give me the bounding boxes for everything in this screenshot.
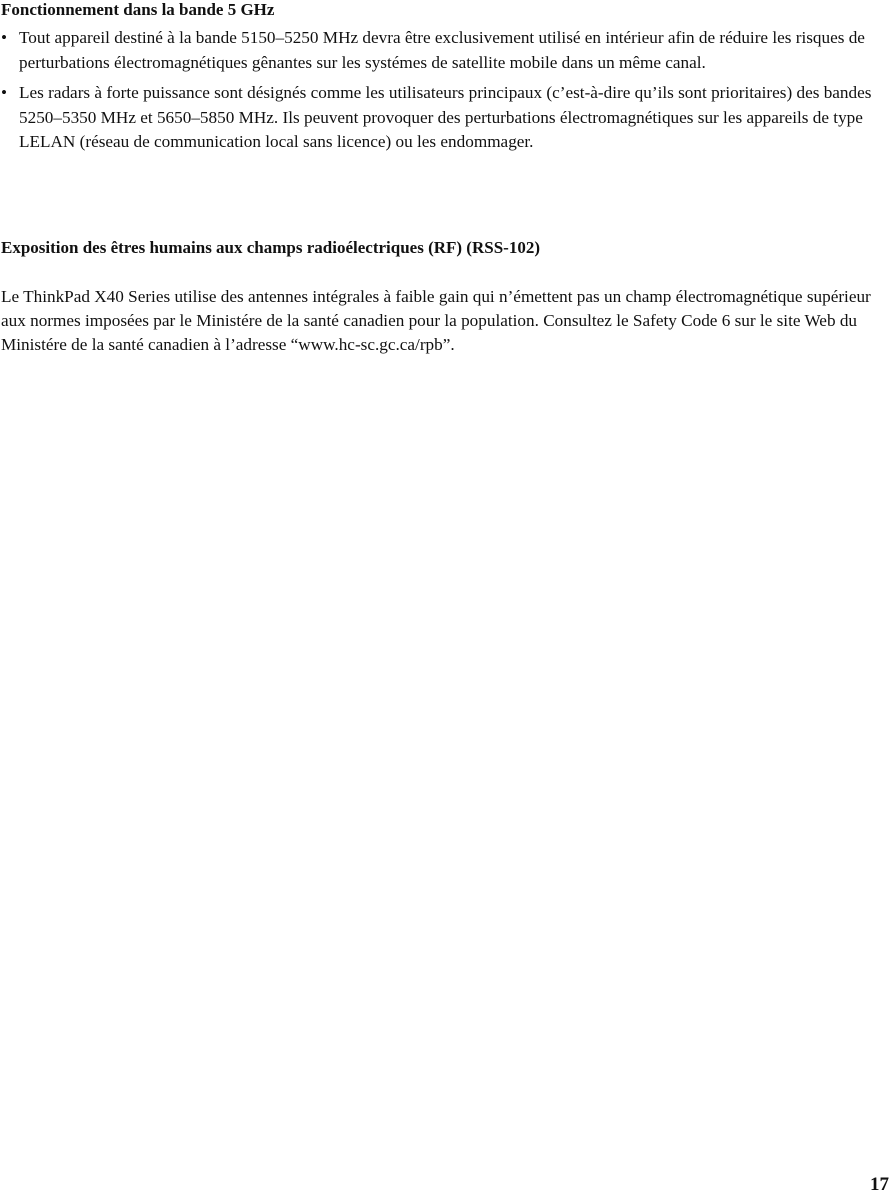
bullet-list: [1, 26, 879, 161]
page-number: 17: [870, 1174, 889, 1195]
bullet-icon: •: [1, 83, 8, 103]
list-item: [1, 81, 879, 155]
bullet-icon: •: [1, 28, 8, 47]
bullet-text: Les radars à forte puissance sont désignés comme les utilisateurs principaux (c’est-à-dire qu’ils sont prioritaires) des bandes 5250–5350 MHz et 5650–5850 MHz. Ils peuvent provoquer des perturbations électromagnétiques sur les appareils de type LELAN (réseau de communication local sans licence) ou les endommager.: [19, 83, 872, 152]
section-heading-5ghz: Fonctionnement dans la bande 5 GHz: [1, 0, 275, 19]
list-item: [1, 26, 879, 75]
body-paragraph: Le ThinkPad X40 Series utilise des antennes intégrales à faible gain qui n’émettent pas un champ électromagnétique supérieur aux normes imposées par le Ministére de la santé canadien pour la population. Consultez le Safety Code 6 sur le site Web du Ministére de la santé canadien à l’adresse “www.hc-sc.gc.ca/rpb”.: [1, 287, 871, 355]
bullet-text: Tout appareil destiné à la bande 5150–5250 MHz devra être exclusivement utilisé en intérieur afin de réduire les risques de perturbations électromagnétiques gênantes sur les systémes de satellite mobile dans un même canal.: [19, 28, 865, 72]
section-heading-rf: Exposition des êtres humains aux champs radioélectriques (RF) (RSS-102): [1, 238, 540, 257]
